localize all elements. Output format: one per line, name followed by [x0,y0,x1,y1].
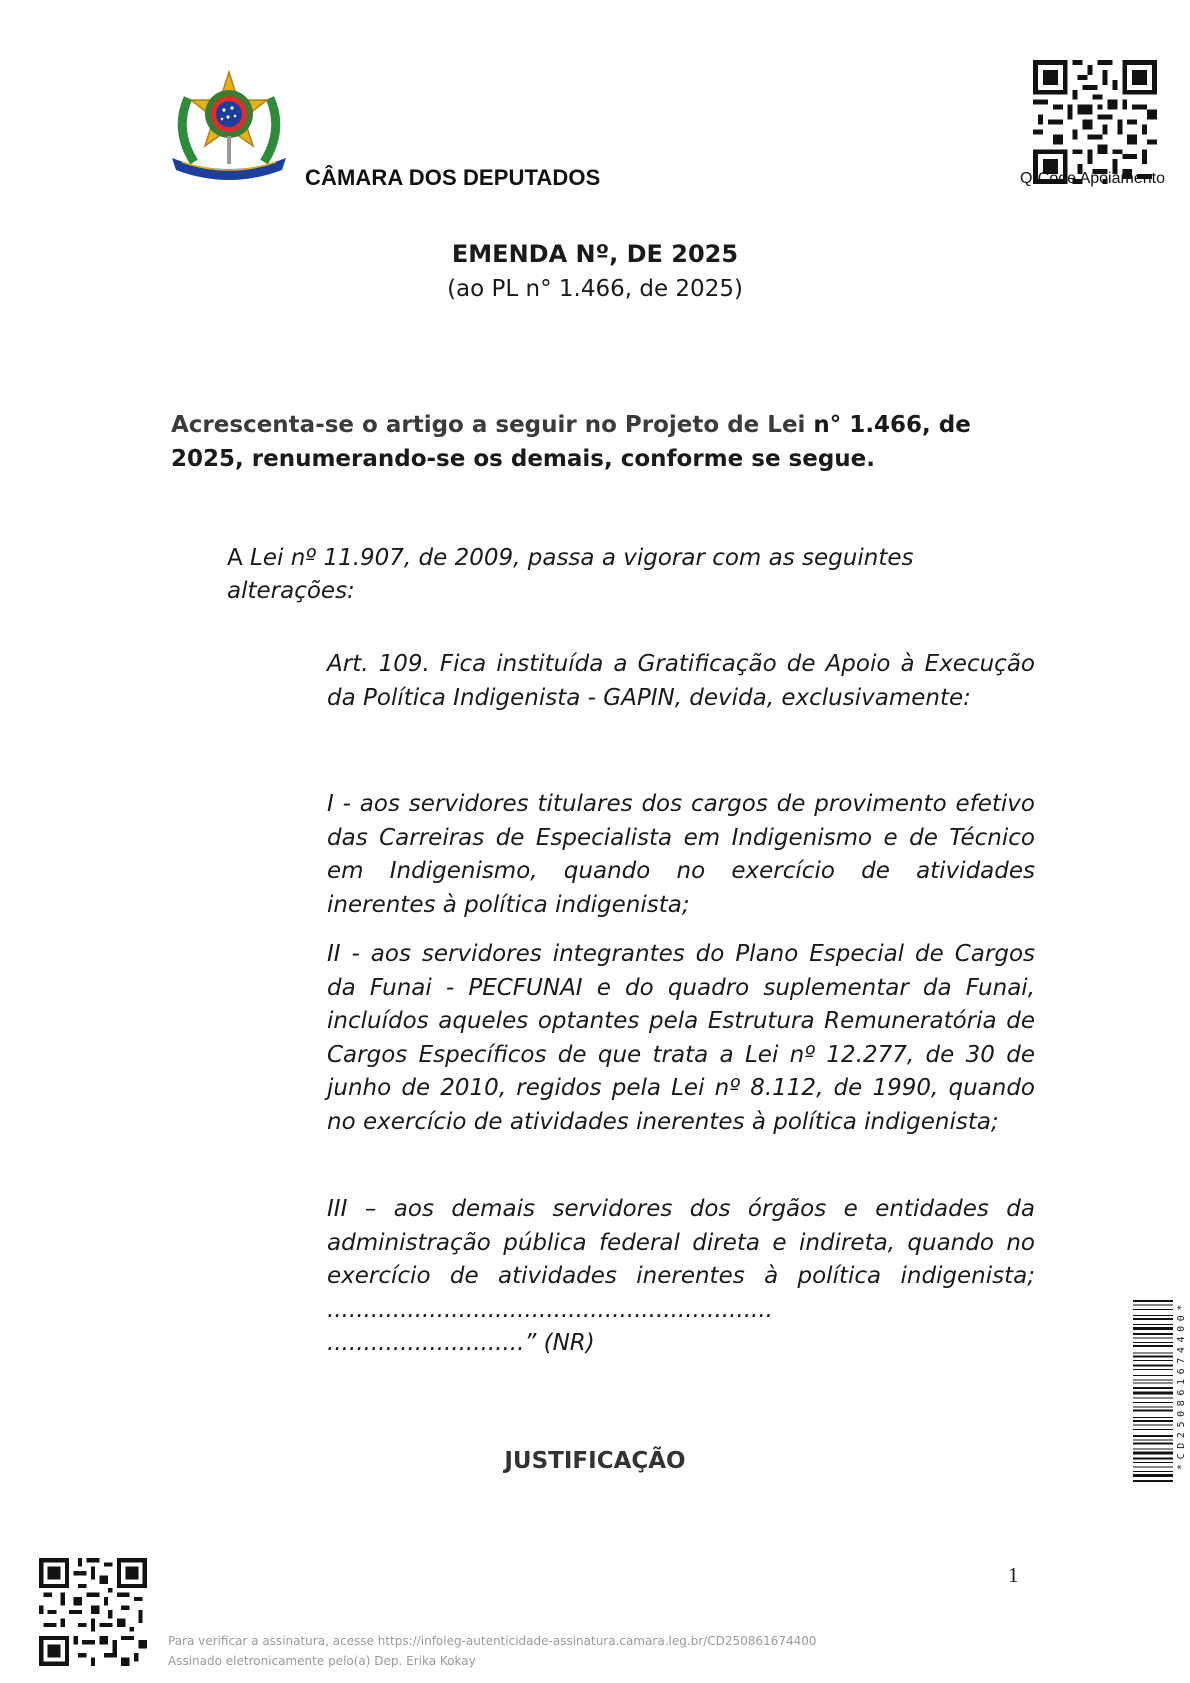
law-intro-text: Lei nº 11.907, de 2009, passa a vigorar com as seguintes alterações: [227,545,914,604]
barcode-bar [1133,1443,1173,1445]
barcode-bar [1133,1474,1173,1477]
preamble-part-2: n° 1.466, de 2025, renumerando-se os demais, conforme se segue. [171,412,971,472]
signature-verification-text[interactable]: Para verificar a assinatura, acesse https://infoleg-autenticidade-assinatura.camara.leg.br/CD250861674400 [168,1634,817,1648]
barcode-bar [1133,1452,1173,1455]
amendment-title: EMENDA Nº, DE 2025 [451,240,739,268]
brazil-coat-of-arms-icon [168,70,290,182]
article-109-head: Art. 109. Fica instituída a Gratificação de Apoio à Execução da Política Indigenista - GAPIN, devida, exclusivamente: [327,651,1035,711]
barcode-bar [1133,1360,1173,1361]
article-inciso-2: II - aos servidores integrantes do Plano Especial de Cargos da Funai - PECFUNAI e do quadro suplementar da Funai, incluídos aqueles optantes pela Estrutura Remuneratória de Cargos Específicos de que trata a Lei nº 12.277, de 30 de junho de 2010, regidos pela Lei nº 8.112, de 1990, quando no exercício de atividades inerentes à política indigenista; [327,941,1035,1135]
barcode-bar [1133,1467,1173,1468]
barcode-bar [1133,1342,1173,1343]
article-inciso-3 [327,1193,1035,1361]
barcode-bar [1133,1480,1173,1482]
barcode-bar [1133,1315,1173,1316]
barcode-bar [1133,1380,1173,1381]
barcode-bar [1133,1327,1173,1330]
law-intro [227,542,987,608]
barcode-bar [1133,1324,1173,1325]
barcode-bar [1133,1417,1173,1418]
page-number: 1 [1008,1563,1019,1587]
barcode-text [1176,1300,1190,1543]
barcode-bar [1133,1305,1173,1306]
barcode-bar [1133,1300,1173,1302]
barcode-bar [1133,1429,1173,1430]
article-inciso-1: I - aos servidores titulares dos cargos de provimento efetivo das Carreiras de Especialista em Indigenismo e de Técnico em Indigenismo, quando no exercício de atividades inerentes à política indigenista; [327,791,1035,918]
amendment-subtitle: (ao PL n° 1.466, de 2025) [447,276,743,302]
barcode-bar [1133,1318,1173,1320]
barcode-icon [1133,1300,1173,1543]
barcode-bar [1133,1369,1173,1370]
barcode-bar [1133,1462,1173,1463]
barcode-bar [1133,1375,1173,1376]
barcode-bar [1133,1365,1173,1367]
qr-code-caption: QrCode Apoiamento [1020,170,1165,187]
barcode-bar [1133,1435,1173,1437]
barcode-bar [1133,1353,1173,1354]
barcode-bar [1133,1407,1173,1408]
barcode-bar [1133,1387,1173,1389]
barcode-bar [1133,1420,1173,1422]
law-intro-prefix: A [227,545,251,571]
barcode-bar [1133,1383,1173,1384]
barcode-bar [1133,1471,1173,1472]
barcode-bar [1133,1449,1173,1450]
preamble-part-1: Acrescenta-se o artigo a seguir no Projeto de Lei [171,412,806,438]
barcode-bar [1133,1333,1173,1335]
barcode-bar [1133,1338,1173,1339]
barcode-bar [1133,1402,1173,1403]
amendment-preamble [171,408,1021,476]
barcode-bar [1133,1392,1173,1395]
barcode-bar [1133,1458,1173,1460]
barcode-bar [1133,1345,1173,1347]
inciso-3-text: III – aos demais servidores dos órgãos e entidades da administração pública federal direta e indireta, quando no exercício de atividades inerentes à política indigenista; ............................................................. [327,1196,1035,1323]
barcode-bar [1133,1425,1173,1426]
barcode-bar [1133,1410,1173,1412]
barcode-bar [1133,1356,1173,1358]
barcode-number: *CD250861674400* [1176,1300,1187,1470]
qr-code-icon[interactable] [1033,60,1157,184]
signed-by-text: Assinado eletronicamente pelo(a) Dep. Erika Kokay [168,1654,476,1668]
justification-heading: JUSTIFICAÇÃO [504,1448,686,1474]
barcode-bar [1133,1398,1173,1399]
inciso-3-end: ...........................” (NR) [327,1330,595,1356]
signature-qr-code-icon[interactable] [39,1558,147,1666]
barcode-bar [1133,1309,1173,1310]
chamber-name: CÂMARA DOS DEPUTADOS [305,165,601,190]
barcode-bar [1133,1440,1173,1441]
